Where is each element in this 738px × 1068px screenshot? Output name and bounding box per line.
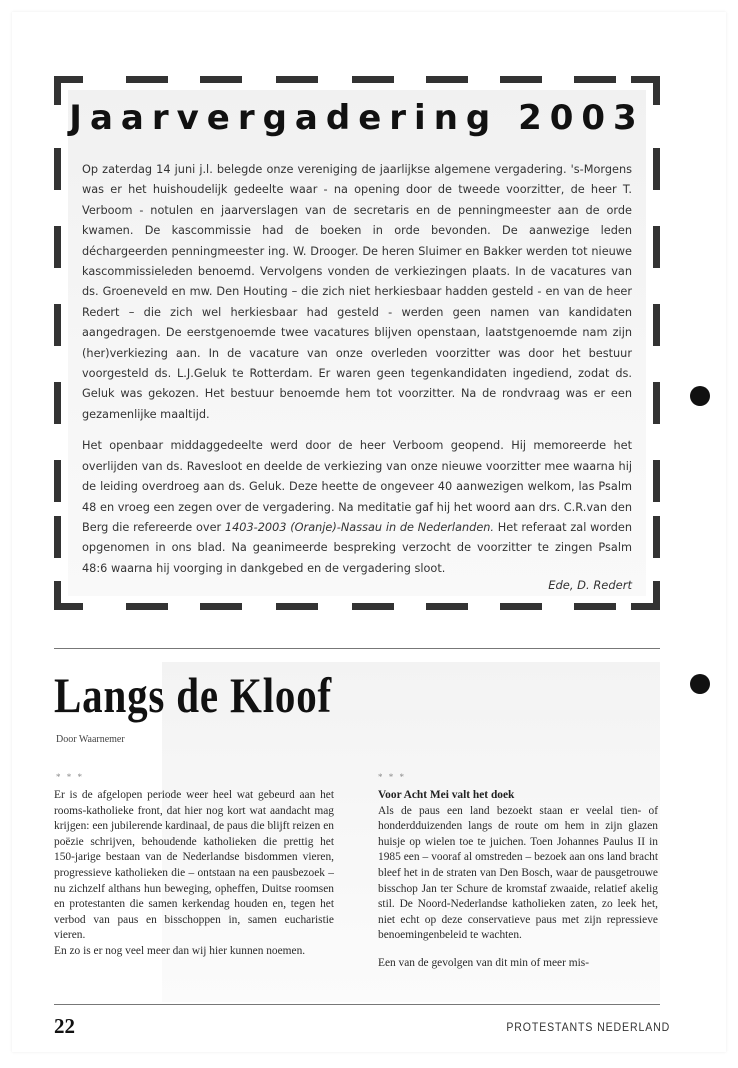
meeting-report-box xyxy=(54,76,660,610)
frame-dash xyxy=(54,516,61,558)
frame-dash xyxy=(653,382,660,424)
frame-dash xyxy=(653,460,660,502)
footer-rule xyxy=(54,1004,660,1005)
frame-dash xyxy=(426,76,468,83)
frame-dash xyxy=(200,76,242,83)
frame-dash xyxy=(126,603,168,610)
meeting-body xyxy=(82,160,632,590)
frame-dash xyxy=(500,603,542,610)
binder-hole xyxy=(690,674,710,694)
column-paragraph: Als de paus een land bezoekt staan er veelal tien- of honderdduizenden langs de route om hem in zijn glazen huisje op wielen toe te juichen. Toen Johannes Paulus II in 1985 een – vooraf al omstreden – bezoek aan ons land bracht bleef het in de straten van Den Bosch, waar de pausgetrouwe bisschop Jan ter Schure de kromstaf zwaaide, relatief akelig stil. De Noord-Nederlandse katholieken zaten, zo leek het, niet echt op deze conservatieve paus met zijn repressieve benoemingenbeleid te wachten. xyxy=(378,804,658,942)
magazine-page xyxy=(12,12,726,1052)
frame-dash xyxy=(54,148,61,190)
frame-dash xyxy=(352,76,394,83)
lecture-title: 1403-2003 (Oranje)-Nassau in de Nederlanden. xyxy=(224,520,495,534)
frame-dash xyxy=(426,603,468,610)
article-byline: Door Waarnemer xyxy=(56,734,125,745)
frame-dash xyxy=(653,304,660,346)
article-title: Langs de Kloof xyxy=(54,667,333,723)
page-number: 22 xyxy=(54,1014,75,1038)
section-divider xyxy=(54,648,660,649)
frame-dash xyxy=(574,76,616,83)
frame-dash xyxy=(653,516,660,558)
column-paragraph: Er is de afgelopen periode weer heel wat gebeurd aan het rooms-katholieke front, dat hier nog kort wat aandacht mag krijgen: een jubilerende kardinaal, de paus die blijft reizen en poëzie schrijven, behoudende katholieken die prettig het 150-jarige bestaan van de Nederlandse bisdommen vieren, progressieve katholieken die – ontstaan na een pausbezoek – nu zichzelf althans hun beweging, opheffen, Duitse roomsen en protestanten die samen kerkendag houden en, tegen het verbod van paus en bisschoppen in, samen eucharistie vieren. xyxy=(54,789,334,942)
right-column xyxy=(378,788,658,972)
meeting-title: Jaarvergadering 2003 xyxy=(69,98,645,138)
frame-dash xyxy=(352,603,394,610)
frame-dash xyxy=(574,603,616,610)
meeting-signature: Ede, D. Redert xyxy=(548,578,632,592)
section-separator: * * * xyxy=(56,772,84,782)
frame-dash xyxy=(54,460,61,502)
frame-dash xyxy=(54,304,61,346)
frame-dash xyxy=(500,76,542,83)
subsection-heading: Voor Acht Mei valt het doek xyxy=(378,789,515,801)
section-separator: * * * xyxy=(378,772,406,782)
frame-dash xyxy=(54,382,61,424)
frame-dash xyxy=(653,148,660,190)
paragraph-2-text: Het openbaar middaggedeelte werd door de heer Verboom geopend. Hij memoreerde het overlijden van ds. Ravesloot en deelde de verkiezing van onze nieuwe voorzitter mee waarna hij de leiding overdroeg aan ds. Geluk. Deze heette de ongeveer 40 aanwezigen welkom, las Psalm 48 en vroeg een zegen over de vergadering. Na meditatie gaf hij het woord aan drs. C.R.van den Berg die refereerde over xyxy=(82,439,632,534)
frame-dash xyxy=(126,76,168,83)
frame-dash xyxy=(54,226,61,268)
frame-dash xyxy=(276,76,318,83)
magazine-name: PROTESTANTS NEDERLAND xyxy=(506,1020,670,1034)
column-paragraph: En zo is er nog veel meer dan wij hier kunnen noemen. xyxy=(54,944,306,957)
frame-dash xyxy=(276,603,318,610)
meeting-paragraph-1: Op zaterdag 14 juni j.l. belegde onze vereniging de jaarlijkse algemene vergadering. 's-Morgens was er het huishoudelijk gedeelte waar - na opening door de tweede voorzitter, de heer T. Verboom - notulen en jaarverslagen van de secretaris en de penningmeester aan de orde kwamen. De kascommissie had de boeken in orde bevonden. De aanwezige leden déchargeerden penningmeester ing. W. Drooger. De heren Sluimer en Bakker werden tot nieuwe kascommissieleden benoemd. Vervolgens vonden de verkiezingen plaats. In de vacatures van ds. Groeneveld en mw. Den Houting – die zich niet herkiesbaar hadden gesteld - en van de heer Redert – die zich wel herkiesbaar had gesteld - werden geen namen van kandidaten aangedragen. De eerstgenoemde twee vacatures blijven openstaan, laatstgenoemde nam zijn (her)verkiezing aan. In de vacature van onze overleden voorzitter was door het bestuur voorgesteld ds. L.J.Geluk te Rotterdam. Er waren geen tegenkandidaten ingediend, zodat ds. Geluk was gekozen. Het bestuur benoemde hem tot voorzitter. Na de rondvraag was er een gezamenlijke maaltijd. xyxy=(82,163,632,421)
column-paragraph: Een van de gevolgen van dit min of meer mis- xyxy=(378,956,589,969)
frame-dash xyxy=(653,226,660,268)
binder-hole xyxy=(690,386,710,406)
meeting-paragraph-2 xyxy=(82,436,632,579)
frame-corner xyxy=(54,581,83,610)
left-column xyxy=(54,788,334,960)
frame-dash xyxy=(200,603,242,610)
paragraph-2-text-end: Het referaat zal worden opgenomen in ons blad. Na geanimeerde bespreking verzocht de voorzitter te zingen Psalm 48:6 waarna hij voorging in dankgebed en de vergadering sloot. xyxy=(82,520,632,575)
frame-corner xyxy=(631,581,660,610)
